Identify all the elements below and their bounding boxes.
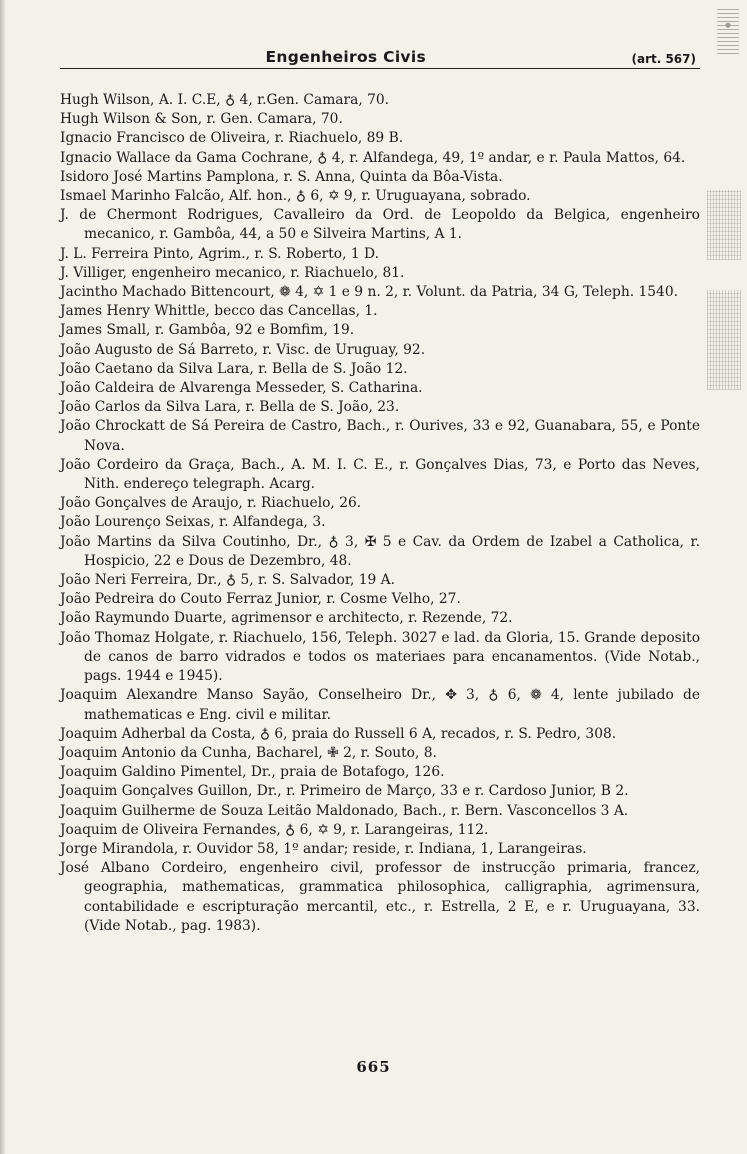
directory-list [60, 91, 700, 936]
directory-entry: J. de Chermont Rodrigues, Cavalleiro da Ord. de Leopoldo da Belgica, engenheiro mecanico, r. Gambôa, 44, a 50 e Silveira Martins, A 1. [60, 207, 700, 243]
article-reference: (art. 567) [631, 52, 696, 66]
directory-entry: João Thomaz Holgate, r. Riachuelo, 156, Teleph. 3027 e lad. da Gloria, 15. Grande deposito de canos de barro vidrados e todos os materiaes para encanamentos. (Vide Notab., pags. 1944 e 1945). [60, 629, 700, 685]
directory-entry: Hugh Wilson & Son, r. Gen. Camara, 70. [60, 111, 343, 128]
directory-entry: Joaquim Gonçalves Guillon, Dr., r. Primeiro de Março, 33 e r. Cardoso Junior, B 2. [60, 783, 629, 800]
directory-entry: João Chrockatt de Sá Pereira de Castro, Bach., r. Ourives, 33 e 92, Guanabara, 55, e Ponte Nova. [60, 418, 700, 454]
directory-entry: Joaquim Adherbal da Costa, ♁ 6, praia do Russell 6 A, recados, r. S. Pedro, 308. [60, 725, 617, 742]
directory-entry: João Martins da Silva Coutinho, Dr., ♁ 3, ✠ 5 e Cav. da Ordem de Izabel a Catholica, r. Hospicio, 22 e Dous de Dezembro, 48. [60, 533, 700, 569]
directory-entry: J. Villiger, engenheiro mecanico, r. Riachuelo, 81. [60, 264, 405, 281]
page-edge-shadow [0, 0, 6, 1154]
scan-artifact-top [717, 6, 739, 54]
directory-entry: João Gonçalves de Araujo, r. Riachuelo, 26. [60, 495, 362, 512]
page-header [60, 40, 700, 69]
directory-entry: Hugh Wilson, A. I. C.E, ♁ 4, r.Gen. Camara, 70. [60, 92, 390, 108]
directory-entry: Jorge Mirandola, r. Ouvidor 58, 1º andar; reside, r. Indiana, 1, Larangeiras. [60, 840, 587, 857]
directory-entry: Joaquim Galdino Pimentel, Dr., praia de Botafogo, 126. [60, 764, 445, 781]
directory-entry: João Cordeiro da Graça, Bach., A. M. I. C. E., r. Gonçalves Dias, 73, e Porto das Neves, Nith. endereço telegraph. Acarg. [60, 456, 700, 493]
page-title: Engenheiros Civis [265, 48, 426, 66]
page-number: 665 [356, 1058, 391, 1076]
directory-entry: João Raymundo Duarte, agrimensor e architecto, r. Rezende, 72. [60, 610, 513, 627]
directory-entry: Ignacio Wallace da Gama Cochrane, ♁ 4, r. Alfandega, 49, 1º andar, e r. Paula Mattos, 64. [60, 149, 686, 166]
directory-entry: Joaquim Alexandre Manso Sayão, Conselheiro Dr., ✥ 3, ♁ 6, ❁ 4, lente jubilado de mathematicas e Eng. civil e militar. [60, 687, 700, 723]
document-page [60, 40, 700, 936]
directory-entry: Joaquim Antonio da Cunha, Bacharel, ✙ 2, r. Souto, 8. [60, 744, 437, 761]
directory-entry: João Caetano da Silva Lara, r. Bella de S. João 12. [60, 360, 408, 377]
directory-entry: João Augusto de Sá Barreto, r. Visc. de Uruguay, 92. [60, 341, 426, 358]
directory-entry: James Henry Whittle, becco das Cancellas, 1. [60, 303, 378, 320]
scan-artifact-right-1 [707, 190, 741, 260]
scan-artifact-right-2 [707, 290, 741, 390]
directory-entry: J. L. Ferreira Pinto, Agrim., r. S. Roberto, 1 D. [60, 245, 379, 262]
directory-entry: João Lourenço Seixas, r. Alfandega, 3. [60, 514, 326, 531]
directory-entry: João Caldeira de Alvarenga Messeder, S. Catharina. [60, 380, 423, 397]
directory-entry: Ignacio Francisco de Oliveira, r. Riachuelo, 89 B. [60, 130, 404, 147]
directory-entry: Jacintho Machado Bittencourt, ❁ 4, ✡ 1 e 9 n. 2, r. Volunt. da Patria, 34 G, Teleph. 1540. [60, 284, 679, 301]
directory-entry: Ismael Marinho Falcão, Alf. hon., ♁ 6, ✡ 9, r. Uruguayana, sobrado. [60, 188, 531, 205]
directory-entry: Isidoro José Martins Pamplona, r. S. Anna, Quinta da Bôa-Vista. [60, 168, 503, 185]
directory-entry: João Neri Ferreira, Dr., ♁ 5, r. S. Salvador, 19 A. [60, 572, 396, 589]
directory-entry: James Small, r. Gambôa, 92 e Bomfim, 19. [60, 322, 355, 339]
directory-entry: João Carlos da Silva Lara, r. Bella de S. João, 23. [60, 399, 400, 416]
directory-entry: Joaquim de Oliveira Fernandes, ♁ 6, ✡ 9, r. Larangeiras, 112. [60, 821, 489, 838]
directory-entry: Joaquim Guilherme de Souza Leitão Maldonado, Bach., r. Bern. Vasconcellos 3 A. [60, 802, 629, 819]
directory-entry: José Albano Cordeiro, engenheiro civil, professor de instrucção primaria, francez, geographia, mathematicas, grammatica philosophica, calligraphia, agrimensura, contabilidade e escripturação mercantil, etc., r. Estrella, 2 E, e r. Uruguayana, 33. (Vide Notab., pag. 1983). [60, 860, 700, 934]
directory-entry: João Pedreira do Couto Ferraz Junior, r. Cosme Velho, 27. [60, 591, 461, 608]
